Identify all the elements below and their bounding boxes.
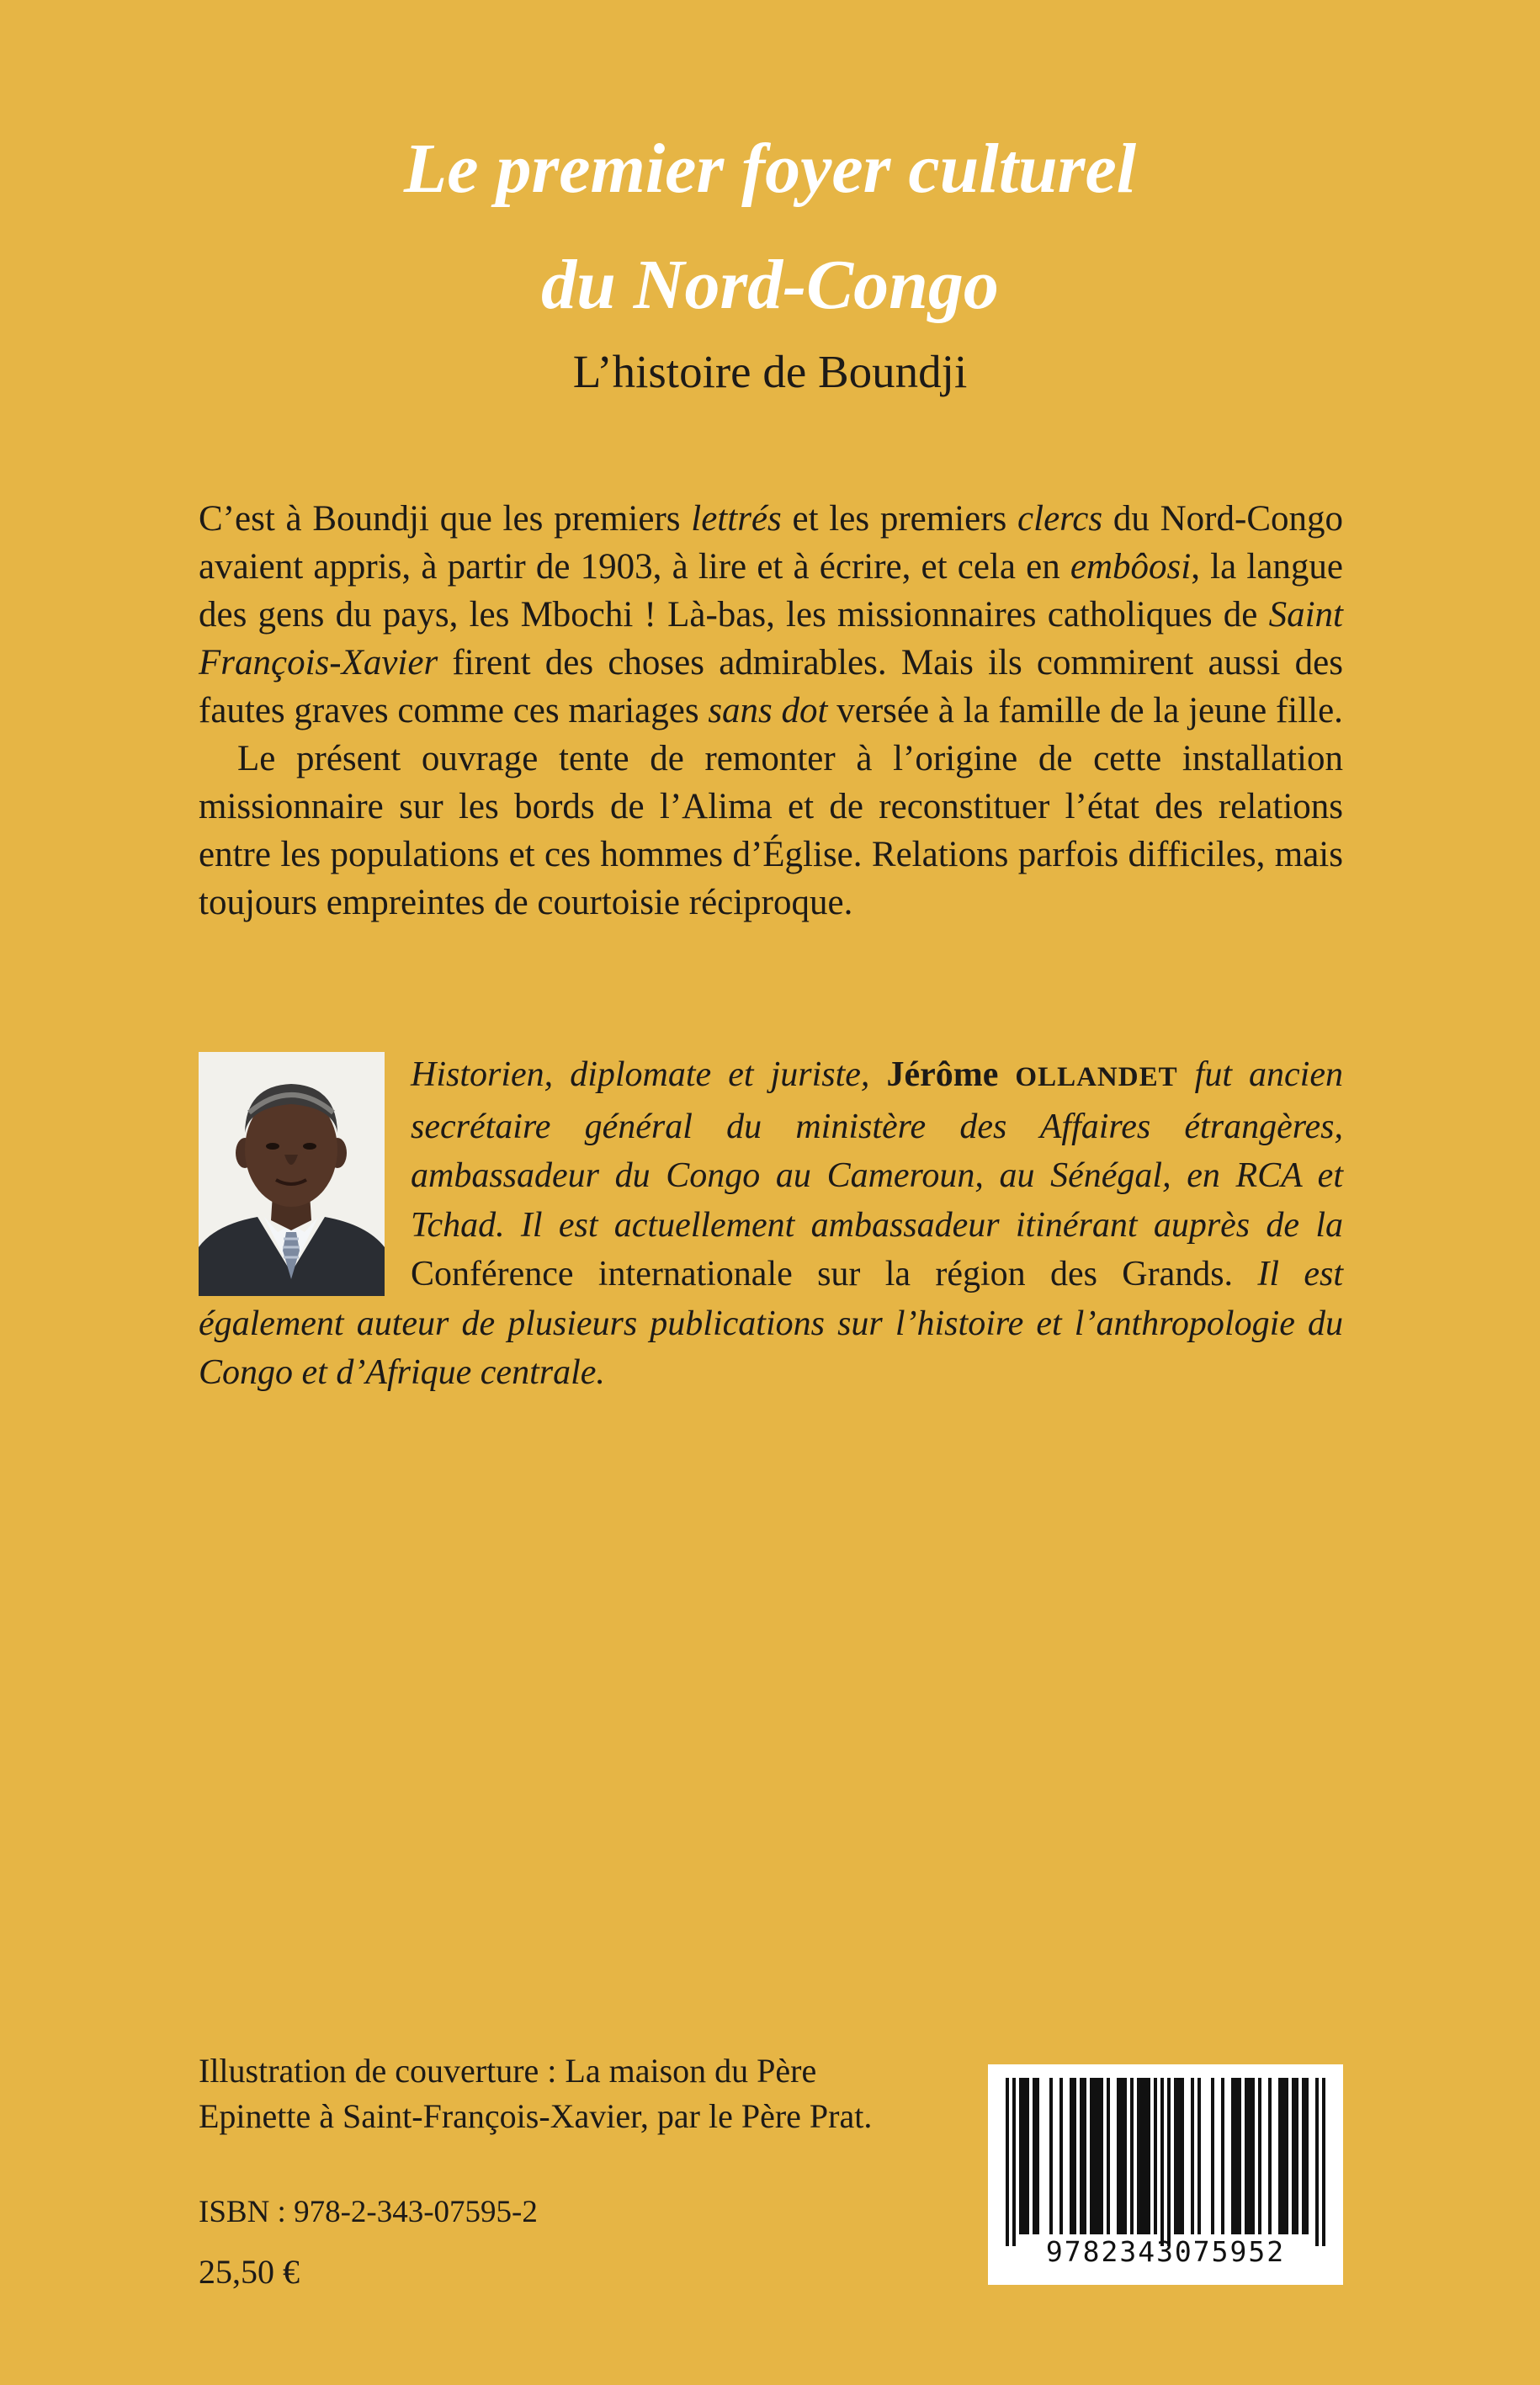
summary-emphasis: embôosi: [1070, 547, 1192, 587]
summary-text-run: du Nord-Congo avaient appris, à partir de 1903, à lire et à écrire, et cela en: [199, 499, 1343, 587]
barcode-bar: [1245, 2078, 1248, 2234]
barcode-bar: [1177, 2078, 1181, 2234]
barcode-bar: [1221, 2078, 1224, 2234]
price: 25,50 €: [199, 2253, 300, 2291]
barcode-bar: [1097, 2078, 1100, 2234]
barcode-bar: [1302, 2078, 1305, 2234]
summary-emphasis: sans dot: [708, 691, 828, 730]
summary-text-run: C’est à Boundji que les premiers: [199, 499, 692, 539]
book-subtitle: L’histoire de Boundji: [572, 346, 968, 397]
barcode-bar: [1154, 2078, 1157, 2234]
barcode-bar: [1123, 2078, 1127, 2234]
barcode-bar: [1022, 2078, 1026, 2234]
barcode-bar: [1181, 2078, 1184, 2234]
barcode-bar: [1295, 2078, 1298, 2234]
barcode-bar: [1137, 2078, 1140, 2234]
barcode-bar: [1322, 2078, 1325, 2246]
bio-text-run: fut ancien secrétaire général du ministère des Affaires étrangères, ambassadeur du Congo au Cameroun, au Sénégal, en RCA et Tchad. Il est actuellement ambassadeur itinérant auprès de: [411, 1055, 1343, 1245]
author-name: [886, 1055, 1177, 1094]
summary-emphasis: clercs: [1017, 499, 1103, 539]
summary-emphasis: lettrés: [691, 499, 782, 539]
barcode-bar: [1191, 2078, 1194, 2234]
credit-line-1: Illustration de couverture : La maison du Père: [199, 2052, 817, 2090]
barcode-bar: [1211, 2078, 1214, 2234]
photo-spacer: [199, 1050, 411, 1290]
barcode-bar: [1093, 2078, 1097, 2234]
barcode-bar: [1033, 2078, 1036, 2234]
bio-text-run: Historien, diplomate et juriste,: [411, 1055, 887, 1094]
barcode-bar: [1049, 2078, 1053, 2234]
barcode-bar: [1258, 2078, 1261, 2234]
barcode-bar: [1120, 2078, 1123, 2234]
summary-text-run: , la langue des gens du pays, les Mbochi ! Là-bas, les missionnaires catholiques de: [199, 547, 1343, 635]
summary-text-run: versée à la famille de la jeune fille.: [827, 691, 1343, 730]
bio-text-run: la: [1315, 1205, 1343, 1245]
summary-text: [199, 495, 1343, 927]
barcode-bar: [1036, 2078, 1039, 2234]
barcode-bar: [1130, 2078, 1134, 2234]
summary-paragraph-2: Le présent ouvrage tente de remonter à l’origine de cette installation missionnaire sur les bords de l’Alima et de reconstituer l’état des relations entre les populations et ces hommes d’Église. Relations parfois difficiles, mais toujours empreintes de courtoisie réciproque.: [199, 739, 1343, 922]
barcode-bar: [1107, 2078, 1110, 2234]
summary-paragraph-1: [199, 495, 1343, 735]
book-title-line-2: du Nord-Congo: [541, 246, 999, 324]
barcode-bar: [1197, 2078, 1201, 2234]
barcode-bar: [1073, 2078, 1076, 2234]
author-first-name: Jérôme: [886, 1055, 1016, 1094]
barcode-bar: [1147, 2078, 1150, 2234]
credit-line-2: Epinette à Saint-François-Xavier, par le Père Prat.: [199, 2097, 873, 2135]
barcode-bar: [1070, 2078, 1073, 2234]
barcode-bar: [1140, 2078, 1144, 2234]
author-last-name: OLLANDET: [1015, 1062, 1178, 1092]
book-title: [0, 111, 1540, 343]
summary-text-run: firent des choses admirables. Mais ils commirent aussi des fautes graves comme ces mariages: [199, 643, 1343, 730]
author-biography: [199, 1050, 1343, 1398]
barcode-bar: [1006, 2078, 1009, 2246]
barcode-bar: [1278, 2078, 1282, 2234]
barcode-bar: [1285, 2078, 1288, 2234]
barcode-bar: [1160, 2078, 1164, 2246]
barcode-bar: [1012, 2078, 1016, 2246]
barcode-bar: [1167, 2078, 1171, 2246]
summary-text-run: et les premiers: [781, 499, 1018, 539]
barcode-bar: [1059, 2078, 1063, 2234]
barcode-bar: [1144, 2078, 1147, 2234]
barcode-bar: [1238, 2078, 1241, 2234]
barcode-bar: [1268, 2078, 1272, 2234]
barcode-bar: [1251, 2078, 1255, 2234]
barcode-bar: [1174, 2078, 1177, 2234]
isbn: ISBN : 978-2-343-07595-2: [199, 2195, 538, 2229]
barcode-bar: [1248, 2078, 1251, 2234]
summary-emphasis: Saint François-Xavier: [199, 595, 1343, 683]
bio-roman-run: Conférence internationale sur la région des Grands.: [411, 1255, 1234, 1293]
barcode-bar: [1080, 2078, 1083, 2234]
barcode-bar: [1083, 2078, 1086, 2234]
barcode-bar: [1019, 2078, 1022, 2234]
barcode-bar: [1117, 2078, 1120, 2234]
barcode-bar: [1315, 2078, 1319, 2246]
barcode-bar: [1305, 2078, 1309, 2234]
barcode-digits: 9782343075952: [1045, 2235, 1286, 2268]
book-title-line-1: Le premier foyer culturel: [403, 130, 1137, 208]
barcode-bar: [1282, 2078, 1285, 2234]
bio-text-run: Il est également auteur de plusieurs publications sur l’histoire et l’anthropologie du Congo et d’Afrique centrale.: [199, 1255, 1343, 1392]
barcode-bar: [1231, 2078, 1235, 2234]
barcode-bar: [1235, 2078, 1238, 2234]
barcode: [988, 2064, 1343, 2285]
cover-illustration-credit: [199, 2048, 939, 2139]
barcode-bar: [1026, 2078, 1029, 2234]
barcode-bar: [1090, 2078, 1093, 2234]
barcode-bar: [1292, 2078, 1295, 2234]
barcode-bar: [1100, 2078, 1103, 2234]
